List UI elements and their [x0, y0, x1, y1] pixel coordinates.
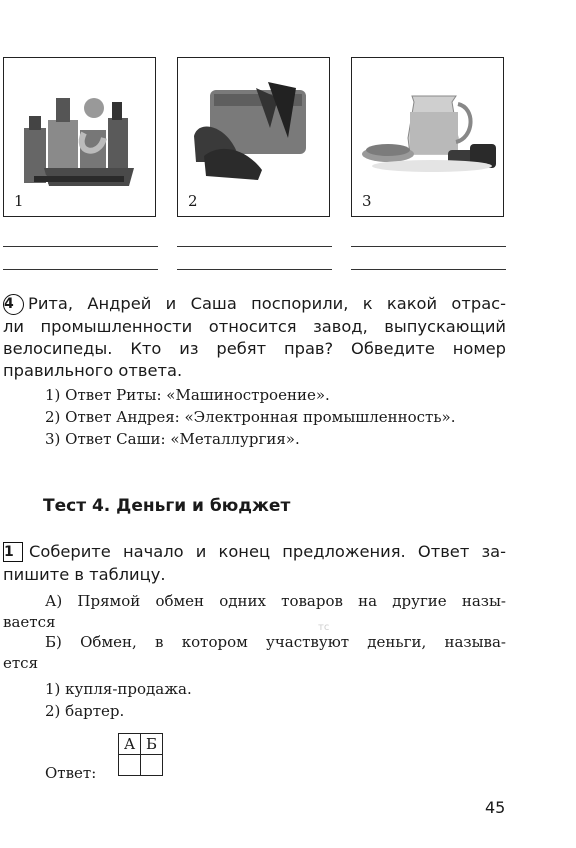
task4-question-line: ли промышленности относится завод, выпускающий	[3, 317, 506, 336]
task1-instruction-text: Соберите начало и конец предложения. Ответ за-	[29, 542, 506, 561]
bag-gloves-shoes-illustration	[178, 58, 328, 216]
task4-option[interactable]: 1) Ответ Риты: «Машиностроение».	[45, 386, 330, 404]
task1-option: 2) бартер.	[45, 702, 125, 720]
faint-mark: тс	[318, 622, 330, 633]
answer-line[interactable]	[351, 246, 506, 247]
answer-label: Ответ:	[45, 764, 97, 782]
answer-table-header-a: А	[119, 734, 141, 755]
picture-milk-and-bread	[351, 57, 504, 217]
answer-cell-a[interactable]	[119, 755, 141, 776]
test-title: Тест 4. Деньги и бюджет	[43, 496, 291, 516]
task1-instruction-line: пишите в таблицу.	[3, 565, 166, 584]
task4-number-badge: 4	[3, 294, 24, 315]
task4-option[interactable]: 3) Ответ Саши: «Металлургия».	[45, 430, 300, 448]
task4-question-text: Рита, Андрей и Саша поспорили, к какой отрас-	[28, 294, 506, 313]
picture-number: 3	[362, 192, 372, 210]
page-number: 45	[485, 798, 506, 817]
answer-line[interactable]	[351, 269, 506, 270]
picture-number: 2	[188, 192, 198, 210]
task1-option: 1) купля-продажа.	[45, 680, 192, 698]
task1-part-b-line: ется	[3, 654, 39, 672]
picture-cleaning-products	[3, 57, 156, 217]
task4-question-line: правильного ответа.	[3, 361, 183, 380]
answer-line[interactable]	[177, 269, 332, 270]
task4-option[interactable]: 2) Ответ Андрея: «Электронная промышленность».	[45, 408, 456, 426]
task1-part-a-line: вается	[3, 613, 56, 631]
task1-part-a-line: А) Прямой обмен одних товаров на другие назы-	[45, 592, 506, 610]
task1-instruction-line	[3, 541, 506, 563]
task4-question-line: велосипеды. Кто из ребят прав? Обведите номер	[3, 339, 506, 358]
task4-question-line	[3, 293, 506, 315]
answer-table-header-b: Б	[141, 734, 163, 755]
answer-line[interactable]	[177, 246, 332, 247]
answer-line[interactable]	[3, 246, 158, 247]
picture-number: 1	[14, 192, 24, 210]
milk-and-bread-illustration	[352, 58, 502, 216]
task1-part-b-line: Б) Обмен, в котором участвуют деньги, называ-	[45, 633, 506, 651]
task1-number-badge: 1	[3, 542, 23, 562]
answer-line[interactable]	[3, 269, 158, 270]
cleaning-products-illustration	[4, 58, 154, 216]
picture-bag-gloves-shoes	[177, 57, 330, 217]
answer-table	[118, 733, 163, 776]
answer-cell-b[interactable]	[141, 755, 163, 776]
